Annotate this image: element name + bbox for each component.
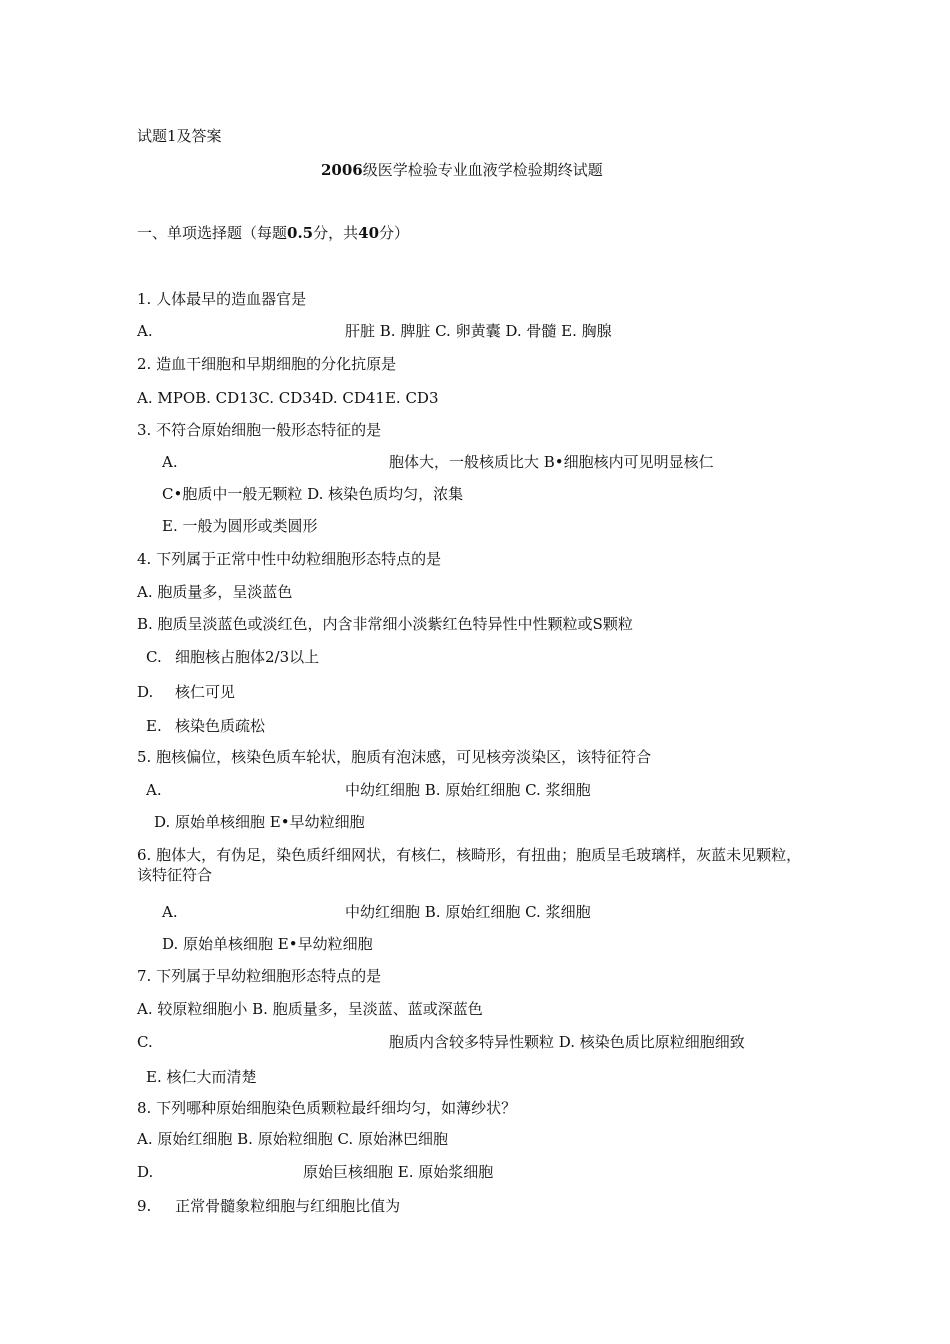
question-stem: 8. 下列哪种原始细胞染色质颗粒最纤细均匀，如薄纱状？ (137, 1099, 517, 1117)
option-label: A. (146, 781, 162, 799)
option-line: E. 一般为圆形或类圆形 (162, 517, 318, 535)
option-label: A. (162, 453, 178, 471)
option-line: A. MPOB. CD13C. CD34D. CD41E. CD3 (137, 389, 439, 407)
question-stem: 4. 下列属于正常中性中幼粒细胞形态特点的是 (137, 550, 442, 568)
option-label: D. (137, 1163, 154, 1181)
option-label: D. (137, 683, 154, 701)
question-stem: 9. 正常骨髓象粒细胞与红细胞比值为 (137, 1197, 401, 1215)
question-stem: 3. 不符合原始细胞一般形态特征的是 (137, 421, 382, 439)
question-stem: 2. 造血干细胞和早期细胞的分化抗原是 (137, 355, 397, 373)
option-line: A. 较原粒细胞小 B. 胞质量多，呈淡蓝、蓝或深蓝色 (137, 1000, 483, 1018)
page-title (321, 160, 603, 180)
section-heading: 一、单项选择题（每题0.5分，共40分） (137, 224, 410, 242)
header-note: 试题1及答案 (137, 127, 222, 145)
option-line: D. 原始单核细胞 E•早幼粒细胞 (162, 935, 373, 953)
option-line: 核染色质疏松 (175, 717, 266, 735)
option-label: A. (162, 903, 178, 921)
option-line: D. 原始单核细胞 E•早幼粒细胞 (154, 813, 365, 831)
option-line: 胞体大，一般核质比大 B•细胞核内可见明显核仁 (389, 453, 714, 471)
option-line: B. 胞质呈淡蓝色或淡红色，内含非常细小淡紫红色特异性中性颗粒或S颗粒 (137, 615, 633, 633)
option-line: 肝脏 B. 脾脏 C. 卵黄囊 D. 骨髓 E. 胸腺 (345, 322, 612, 340)
option-line: 中幼红细胞 B. 原始红细胞 C. 浆细胞 (345, 781, 591, 799)
option-line: 核仁可见 (175, 683, 236, 701)
option-label: E. (146, 717, 162, 735)
option-line: 胞质内含较多特异性颗粒 D. 核染色质比原粒细胞细致 (389, 1033, 745, 1051)
title-text: 级医学检验专业血液学检验期终试题 (362, 161, 603, 179)
option-line: E. 核仁大而清楚 (146, 1068, 257, 1086)
option-line: A. 胞质量多，呈淡蓝色 (137, 583, 293, 601)
option-label: C. (146, 648, 162, 666)
title-year: 2006 (321, 161, 363, 179)
option-line: A. 原始红细胞 B. 原始粒细胞 C. 原始淋巴细胞 (137, 1130, 448, 1148)
option-label: A. (137, 322, 153, 340)
option-line: 中幼红细胞 B. 原始红细胞 C. 浆细胞 (345, 903, 591, 921)
question-stem: 1. 人体最早的造血器官是 (137, 290, 307, 308)
option-line: C•胞质中一般无颗粒 D. 核染色质均匀，浓集 (162, 485, 464, 503)
option-line: 细胞核占胞体2/3以上 (175, 648, 320, 666)
question-stem: 7. 下列属于早幼粒细胞形态特点的是 (137, 967, 382, 985)
question-stem: 6. 胞体大，有伪足，染色质纤细网状，有核仁，核畸形，有扭曲；胞质呈毛玻璃样，灰蓝未见颗粒，该特征符合 (137, 846, 802, 884)
option-line: 原始巨核细胞 E. 原始浆细胞 (303, 1163, 494, 1181)
question-stem: 5. 胞核偏位，核染色质车轮状，胞质有泡沫感，可见核旁淡染区，该特征符合 (137, 748, 652, 766)
option-label: C. (137, 1033, 153, 1051)
